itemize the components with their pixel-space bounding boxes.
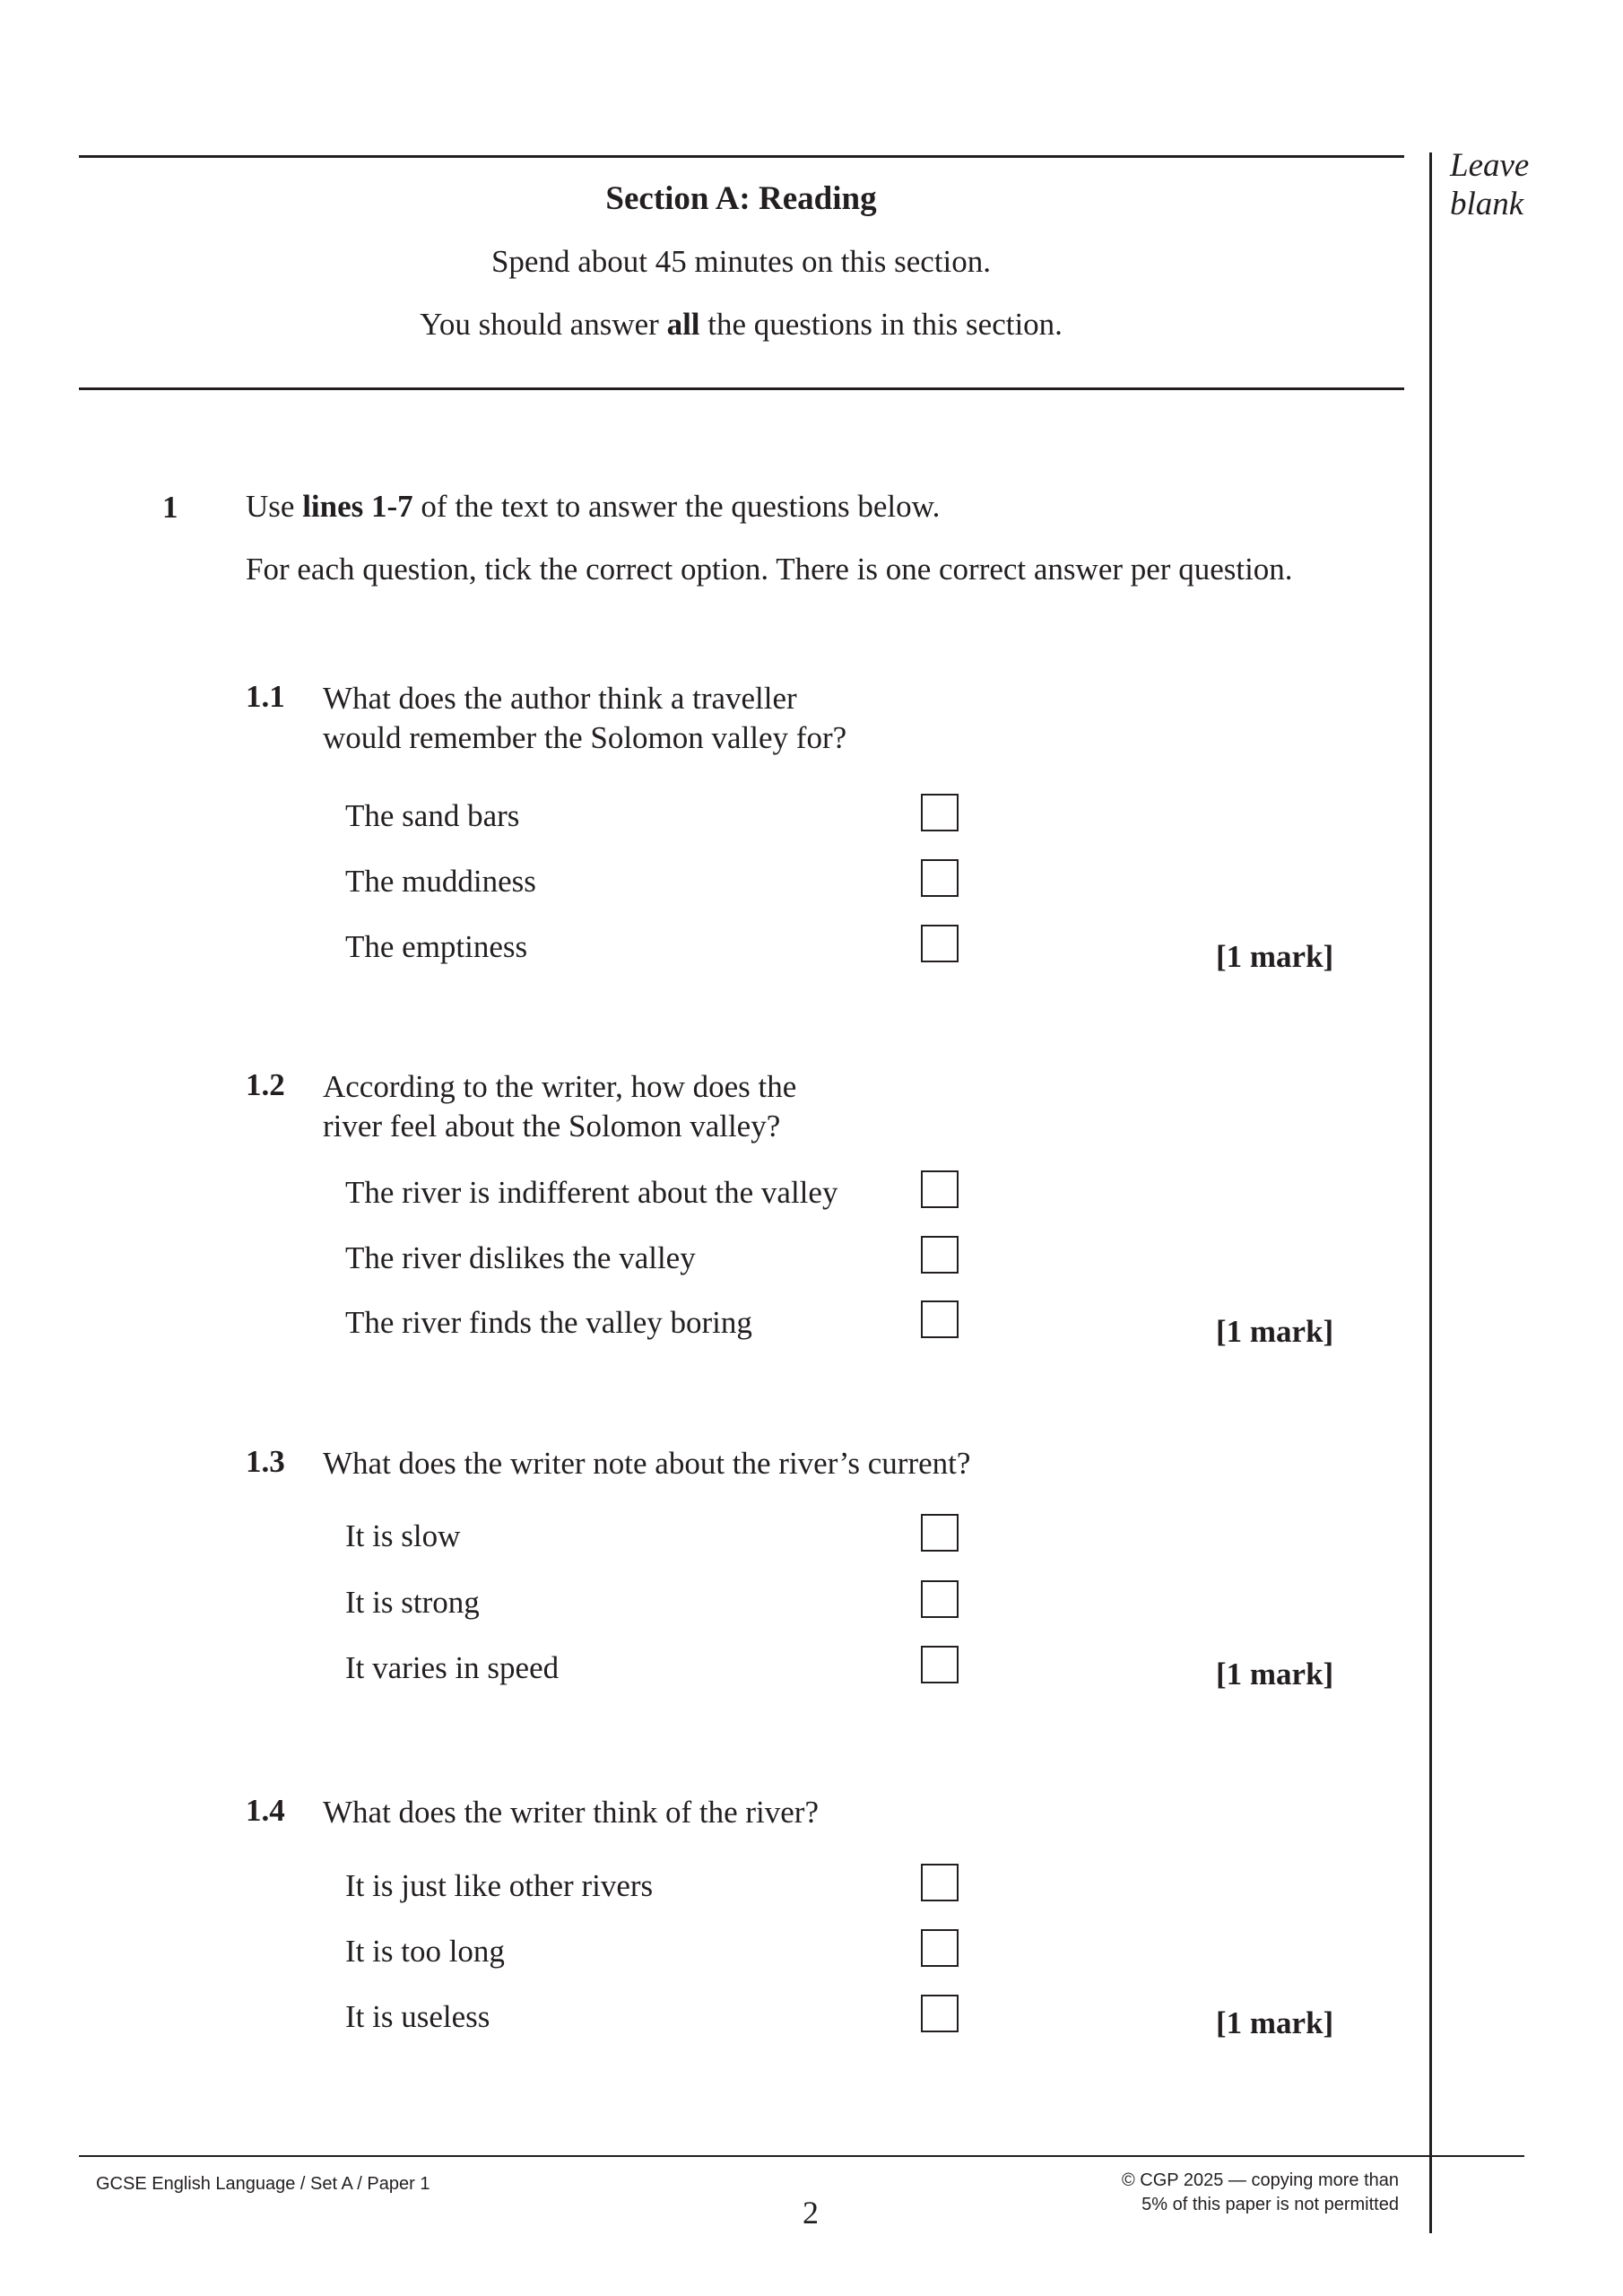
option-label: It is slow	[345, 1518, 461, 1553]
subquestion-prompt: What does the author think a traveller would remember the Solomon valley for?	[323, 681, 847, 755]
footer-rule	[79, 2155, 1524, 2157]
question-number: 1	[162, 490, 178, 525]
tick-box[interactable]	[921, 1929, 959, 1967]
top-rule	[79, 155, 1404, 158]
option-label: The muddiness	[345, 864, 536, 899]
marks-label: [1 mark]	[1216, 1314, 1334, 1349]
tick-box[interactable]	[921, 1514, 959, 1552]
tick-box[interactable]	[921, 1236, 959, 1274]
section-bottom-rule	[79, 387, 1404, 390]
time-note: Spend about 45 minutes on this section.	[490, 244, 992, 279]
option-label: The river is indifferent about the valley	[345, 1175, 838, 1210]
option-label: It is just like other rivers	[345, 1868, 654, 1903]
footer-paper-id: GCSE English Language / Set A / Paper 1	[96, 2174, 430, 2194]
page-number: 2	[803, 2195, 819, 2231]
marks-label: [1 mark]	[1216, 1657, 1334, 1692]
tick-box[interactable]	[921, 794, 959, 831]
tick-box[interactable]	[921, 859, 959, 897]
subquestion-prompt: What does the writer think of the river?	[323, 1795, 819, 1830]
subquestion-number: 1.2	[246, 1067, 285, 1102]
subquestion-number: 1.4	[246, 1793, 285, 1828]
option-label: It varies in speed	[345, 1650, 560, 1685]
tick-box[interactable]	[921, 1646, 959, 1683]
tick-box[interactable]	[921, 1170, 959, 1208]
subquestion-prompt: According to the writer, how does the river feel about the Solomon valley?	[323, 1069, 797, 1144]
marks-label: [1 mark]	[1216, 2005, 1334, 2040]
tick-box[interactable]	[921, 1580, 959, 1618]
section-instruction: You should answer all the questions in this section.	[420, 307, 1063, 342]
margin-divider	[1429, 152, 1432, 2233]
tick-box[interactable]	[921, 1864, 959, 1901]
option-label: It is strong	[345, 1585, 480, 1620]
subquestion-number: 1.3	[246, 1444, 285, 1479]
subquestion-prompt: What does the writer note about the river’s current?	[323, 1446, 971, 1481]
option-label: It is too long	[345, 1934, 505, 1969]
leave-blank-label: Leave blank	[1450, 147, 1530, 222]
subquestion-number: 1.1	[246, 679, 285, 714]
option-label: It is useless	[345, 1999, 490, 2034]
option-label: The river dislikes the valley	[345, 1240, 696, 1275]
tick-box[interactable]	[921, 1995, 959, 2032]
question-instruction: For each question, tick the correct option. There is one correct answer per question.	[246, 552, 1293, 587]
marks-label: [1 mark]	[1216, 939, 1334, 974]
section-title: Section A: Reading	[605, 180, 877, 217]
tick-box[interactable]	[921, 925, 959, 962]
option-label: The sand bars	[345, 798, 520, 833]
footer-copyright: © CGP 2025 — copying more than 5% of this paper is not permitted	[1122, 2170, 1399, 2214]
tick-box[interactable]	[921, 1300, 959, 1338]
option-label: The emptiness	[345, 929, 528, 964]
question-intro: Use lines 1-7 of the text to answer the questions below.	[246, 489, 941, 524]
option-label: The river finds the valley boring	[345, 1305, 752, 1340]
